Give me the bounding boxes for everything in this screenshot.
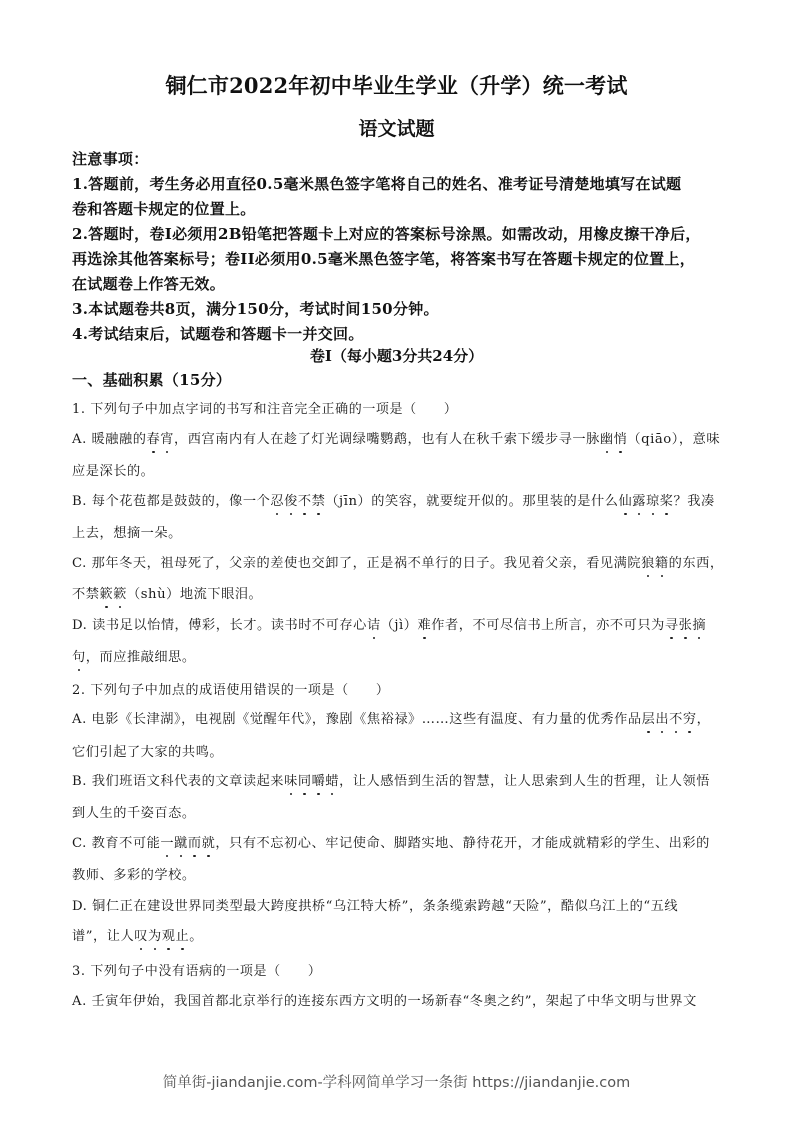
q1-option-a-line-2: 应是深长的。 bbox=[72, 464, 155, 479]
q2-option-b-line-1 bbox=[72, 770, 710, 789]
emphasis-char: 穷 bbox=[683, 708, 697, 727]
emphasis-char: 就 bbox=[202, 832, 216, 851]
emphasis-char: 嚼 bbox=[312, 770, 326, 789]
emphasis-char: 悄 bbox=[614, 428, 628, 447]
text: D. 读书足以怡情，傅彩，长才。读书时不可存心 bbox=[72, 618, 367, 633]
emphasis-char: 同 bbox=[298, 770, 312, 789]
section-heading: 一、基础积累（15分） bbox=[72, 371, 232, 389]
emphasis-char: 狼 bbox=[641, 552, 655, 571]
question-1-stem: 1. 下列句子中加点字词的书写和注音完全正确的一项是（ ） bbox=[72, 402, 458, 417]
emphasis-char: 寻 bbox=[665, 614, 679, 633]
q2-option-a-line-1 bbox=[72, 708, 710, 727]
text: ？我凑 bbox=[673, 494, 715, 509]
emphasis-char: 春 bbox=[147, 428, 161, 447]
q1-option-b-line-1 bbox=[72, 490, 715, 509]
emphasis-char: 簌 bbox=[99, 583, 113, 602]
emphasis-char: 露 bbox=[632, 490, 646, 509]
text: 谱”，让人 bbox=[72, 929, 135, 944]
text: ，只有不忘初心、牢记使命、脚踏实地、静待花开，才能成就精彩的学生、出彩的 bbox=[215, 836, 710, 851]
part-title: 卷I（每小题3分共24分） bbox=[309, 347, 484, 365]
text: A. 暖融融的 bbox=[72, 432, 147, 447]
text: （jì） bbox=[380, 618, 418, 633]
q1-option-d-line-1 bbox=[72, 614, 706, 633]
emphasis-char: 不 bbox=[298, 490, 312, 509]
notice-line-3: 2.答题时，卷I必须用2B铅笔把答题卡上对应的答案标号涂黑。如需改动，用橡皮擦干净后， bbox=[72, 225, 701, 243]
q2-option-d-line-2 bbox=[72, 925, 203, 944]
watermark-footer: 简单街-jiandanjie.com-学科网简单学习一条街 https://jiandanjie.com bbox=[162, 1075, 631, 1091]
emphasis-char: 诘 bbox=[367, 614, 381, 633]
question-2-stem: 2. 下列句子中加点的成语使用错误的一项是（ ） bbox=[72, 683, 390, 698]
emphasis-char: 味 bbox=[284, 770, 298, 789]
text: ，而应推敲细思。 bbox=[85, 650, 196, 665]
emphasis-char: 不 bbox=[669, 708, 683, 727]
emphasis-char: 仙 bbox=[619, 490, 633, 509]
emphasis-char: 出 bbox=[655, 708, 669, 727]
emphasis-char: 一 bbox=[160, 832, 174, 851]
notice-line-5: 在试题卷上作答无效。 bbox=[72, 275, 226, 293]
text: ， bbox=[696, 712, 711, 727]
text: ，西宫南内有人在趁了灯光调绿嘴鹦鹉，也有人在秋千索下缓步寻一脉 bbox=[174, 432, 600, 447]
text: （qiāo），意味 bbox=[627, 432, 721, 447]
emphasis-char: 叹 bbox=[134, 925, 148, 944]
notice-heading: 注意事项： bbox=[72, 150, 149, 168]
emphasis-char: 宵 bbox=[160, 428, 174, 447]
q2-option-c-line-2: 教师、多彩的学校。 bbox=[72, 868, 196, 883]
q1-option-d-line-2 bbox=[72, 646, 196, 665]
text: C. 教育不可能 bbox=[72, 836, 161, 851]
q1-option-c-line-2 bbox=[72, 583, 262, 602]
emphasis-char: 摘 bbox=[692, 614, 706, 633]
emphasis-char: 簌 bbox=[113, 583, 127, 602]
exam-subtitle: 语文试题 bbox=[358, 118, 435, 140]
emphasis-char: 俊 bbox=[284, 490, 298, 509]
emphasis-char: 禁 bbox=[312, 490, 326, 509]
notice-line-1: 1.答题前，考生务必用直径0.5毫米黑色签字笔将自己的姓名、准考证号清楚地填写在试题 bbox=[72, 175, 682, 193]
emphasis-char: 观 bbox=[162, 925, 176, 944]
text: B. 每个花苞都是鼓鼓的，像一个 bbox=[72, 494, 271, 509]
emphasis-char: 为 bbox=[148, 925, 162, 944]
emphasis-char: 张 bbox=[679, 614, 693, 633]
q2-option-b-line-2: 到人生的千姿百态。 bbox=[72, 806, 196, 821]
q2-option-d-line-1: D. 铜仁正在建设世界同类型最大跨度拱桥“乌江特大桥”，条条缆索跨越“天险”，酷似乌江上的“五线 bbox=[72, 899, 679, 914]
text: 。 bbox=[189, 929, 203, 944]
q3-option-a-line-1: A. 壬寅年伊始，我国首都北京举行的连接东西方文明的一场新春“冬奥之约”，架起了中华文明与世界文 bbox=[72, 994, 697, 1009]
emphasis-char: 层 bbox=[642, 708, 656, 727]
q1-option-b-line-2: 上去，想摘一朵。 bbox=[72, 526, 182, 541]
q1-option-a-line-1 bbox=[72, 428, 720, 447]
text: A. 电影《长津湖》，电视剧《觉醒年代》，豫剧《焦裕禄》……这些有温度、有力量的优秀作品 bbox=[72, 712, 642, 727]
question-3-stem: 3. 下列句子中没有语病的一项是（ ） bbox=[72, 964, 322, 979]
text: B. 我们班语文科代表的文章读起来 bbox=[72, 774, 285, 789]
notice-line-6: 3.本试题卷共8页，满分150分，考试时间150分钟。 bbox=[72, 300, 439, 318]
text: 作者，不可尽信书上所言，亦不可只为 bbox=[431, 618, 665, 633]
text: （shù）地流下眼泪。 bbox=[126, 587, 263, 602]
q2-option-c-line-1 bbox=[72, 832, 710, 851]
text: ，让人感悟到生活的智慧，让人思索到人生的哲理，让人领悟 bbox=[339, 774, 710, 789]
emphasis-char: 而 bbox=[188, 832, 202, 851]
notice-line-4: 再选涂其他答案标号；卷II必须用0.5毫米黑色签字笔，将答案书写在答题卡规定的位置上， bbox=[72, 250, 696, 268]
q2-option-a-line-2: 它们引起了大家的共鸣。 bbox=[72, 745, 224, 760]
emphasis-char: 桨 bbox=[660, 490, 674, 509]
text: C. 那年冬天，祖母死了，父亲的差使也交卸了，正是祸不单行的日子。我见着父亲，看见满院 bbox=[72, 556, 642, 571]
q1-option-c-line-1 bbox=[72, 552, 724, 571]
emphasis-char: 忍 bbox=[270, 490, 284, 509]
emphasis-char: 蹴 bbox=[174, 832, 188, 851]
text: （jīn）的笑容，就要绽开似的。那里装的是什么 bbox=[325, 494, 619, 509]
emphasis-char: 蜡 bbox=[325, 770, 339, 789]
emphasis-char: 幽 bbox=[600, 428, 614, 447]
exam-title: 铜仁市2022年初中毕业生学业（升学）统一考试 bbox=[165, 73, 628, 98]
emphasis-char: 籍 bbox=[655, 552, 669, 571]
emphasis-char: 琼 bbox=[646, 490, 660, 509]
notice-line-2: 卷和答题卡规定的位置上。 bbox=[72, 200, 256, 218]
emphasis-char: 句 bbox=[72, 646, 86, 665]
notice-line-7: 4.考试结束后，试题卷和答题卡一并交回。 bbox=[72, 325, 364, 343]
emphasis-char: 止 bbox=[176, 925, 190, 944]
text: 不禁 bbox=[72, 587, 100, 602]
emphasis-char: 难 bbox=[418, 614, 432, 633]
text: 的东西， bbox=[668, 556, 724, 571]
